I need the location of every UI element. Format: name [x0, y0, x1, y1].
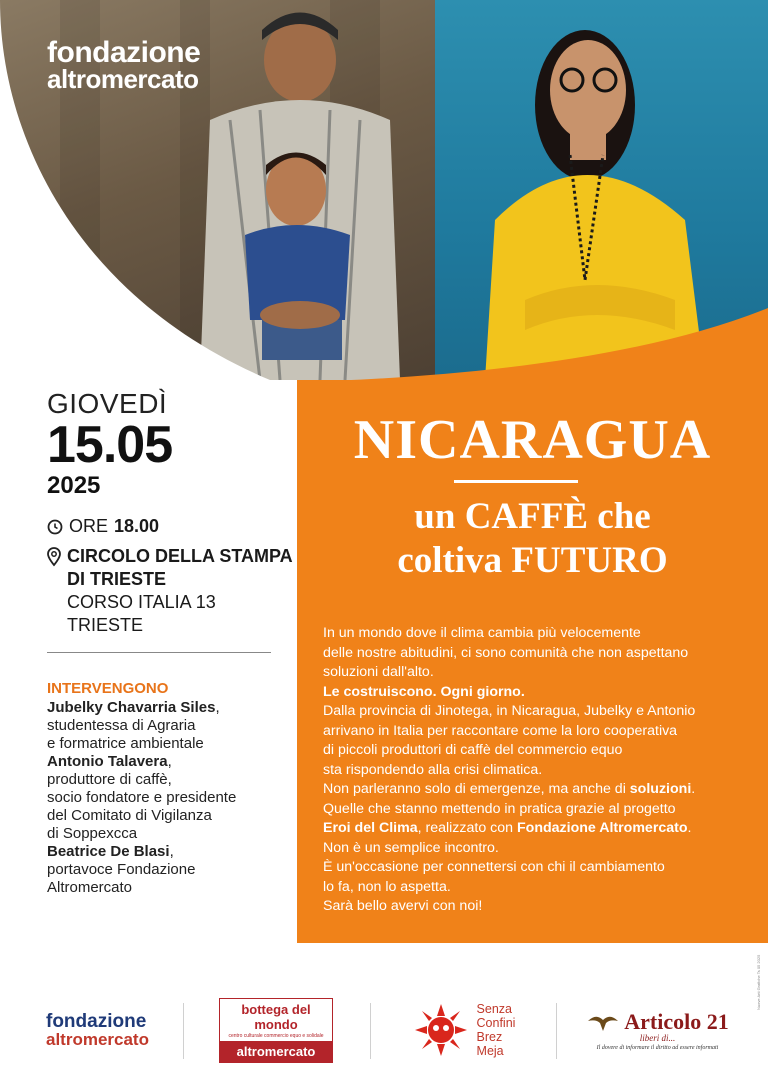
speaker-1: Jubelky Chavarria Siles, studentessa di Agraria e formatrice ambientale [47, 699, 220, 752]
speaker-name: Beatrice De Blasi [47, 843, 170, 860]
eagle-icon [586, 1011, 620, 1033]
body-line: sta rispondendo alla crisi climatica. [323, 761, 543, 778]
footer-fa-line1: fondazione [46, 1011, 147, 1032]
fondazione-altromercato-logo: fondazione altromercato [47, 36, 201, 94]
event-time [47, 516, 159, 537]
scbm-line: Senza [476, 1002, 512, 1016]
body-emphasis: Eroi del Clima [323, 820, 418, 836]
clock-icon [47, 519, 63, 535]
body-line: È un'occasione per connettersi con chi il cambiamento [323, 859, 665, 875]
body-punct: . [687, 820, 692, 836]
headline-title: NICARAGUA [353, 409, 712, 471]
body-text [323, 624, 743, 917]
orange-wave [0, 300, 768, 390]
speaker-2: Antonio Talavera, produttore di caffè, socio fondatore e presidente del Comitato di Vigilanza di Soppexcca [47, 753, 237, 842]
body-line: Dalla provincia di Jinotega, in Nicaragua, Jubelky e Antonio [323, 703, 696, 719]
body-line: soluzioni dall'alto. [323, 664, 434, 680]
event-venue [47, 545, 293, 637]
articolo21-title: Articolo 21 [624, 1009, 729, 1034]
title-rule [454, 480, 578, 483]
speaker-name: Jubelky Chavarria Siles [47, 699, 216, 716]
body-emphasis: Le costruiscono. Ogni giorno. [323, 683, 525, 700]
body-line: Non parleranno solo di emergenze, ma anche di [323, 781, 630, 797]
body-para-2 [323, 702, 743, 780]
speaker-role-line: studentessa di Agraria [47, 717, 196, 734]
bdm-tagline: centro culturale commercio equo e solidale [228, 1032, 324, 1039]
speaker-name: Antonio Talavera [47, 753, 168, 770]
time-prefix: ORE [69, 516, 109, 536]
event-day: GIOVEDÌ [47, 388, 168, 419]
body-line: di piccoli produttori di caffè del commercio equo [323, 742, 623, 758]
footer-bottega-logo [200, 995, 352, 1065]
venue-name-line2: DI TRIESTE [67, 569, 167, 589]
venue-name-line1: CIRCOLO DELLA STAMPA [67, 546, 293, 566]
body-line: Sarà bello avervi con noi! [323, 898, 483, 914]
speakers-label: INTERVENGONO [47, 680, 169, 697]
footer-senza-confini-logo [385, 995, 545, 1065]
partner-logos [0, 995, 768, 1065]
sun-icon [415, 1004, 467, 1056]
footer-fa-line2: altromercato [46, 1030, 149, 1049]
body-emphasis: Fondazione Altromercato [516, 820, 688, 836]
footer-separator [370, 1003, 371, 1059]
body-line: In un mondo dove il clima cambia più velocemente [323, 625, 641, 641]
speakers-section [47, 680, 292, 897]
subtitle-line1: un CAFFÈ che [414, 496, 651, 537]
divider [47, 652, 271, 653]
speaker-role-line: Altromercato [47, 879, 133, 896]
headline-subtitle [297, 495, 768, 583]
footer-separator [183, 1003, 184, 1059]
speaker-3: Beatrice De Blasi, portavoce Fondazione Altromercato [47, 843, 196, 896]
scbm-line: Meja [476, 1044, 504, 1058]
body-punct: . [691, 781, 696, 797]
print-credit: Nuove Arti Grafiche Ts 05 2025 [756, 954, 761, 1010]
scbm-line: Brez [476, 1030, 503, 1044]
event-date: 15.05 [47, 416, 173, 474]
speaker-role-line: socio fondatore e presidente [47, 789, 237, 806]
body-para-4 [323, 839, 743, 917]
body-line: Non è un semplice incontro. [323, 839, 499, 856]
address-line2: TRIESTE [67, 615, 144, 635]
footer-fondazione-logo [30, 995, 165, 1065]
articolo21-tagline: Il dovere di informare il diritto ad essere informati [596, 1045, 719, 1051]
bdm-top: bottega del mondo [220, 999, 332, 1033]
body-line: Quelle che stanno mettendo in pratica grazie al progetto [323, 800, 676, 817]
time-value: 18.00 [114, 516, 160, 536]
subtitle-line2: coltiva FUTURO [397, 540, 668, 581]
body-line: lo fa, non lo aspetta. [323, 878, 451, 895]
bdm-bottom: altromercato [220, 1041, 332, 1062]
footer-separator [556, 1003, 557, 1059]
body-para-3 [323, 780, 743, 839]
logo-line2: altromercato [47, 64, 199, 94]
scbm-line: Confini [476, 1016, 516, 1030]
speaker-role-line: produttore di caffè, [47, 771, 172, 788]
body-line: arrivano in Italia per raccontare come la loro cooperativa [323, 722, 678, 739]
body-line: delle nostre abitudini, ci sono comunità che non aspettano [323, 644, 689, 661]
location-pin-icon [47, 547, 61, 567]
address-line1: CORSO ITALIA 13 [67, 592, 216, 612]
speaker-role-line: e formatrice ambientale [47, 735, 204, 752]
footer-articolo21-logo [575, 995, 740, 1065]
event-year: 2025 [47, 472, 101, 499]
speaker-role-line: portavoce Fondazione [47, 861, 196, 878]
body-emphasis: soluzioni [629, 781, 692, 797]
speaker-role-line: di Soppexcca [47, 825, 138, 842]
speaker-role-line: del Comitato di Vigilanza [47, 807, 212, 824]
articolo21-sub: liberi di... [639, 1033, 676, 1043]
body-para-1 [323, 624, 743, 702]
body-line: , realizzato con [417, 820, 517, 836]
